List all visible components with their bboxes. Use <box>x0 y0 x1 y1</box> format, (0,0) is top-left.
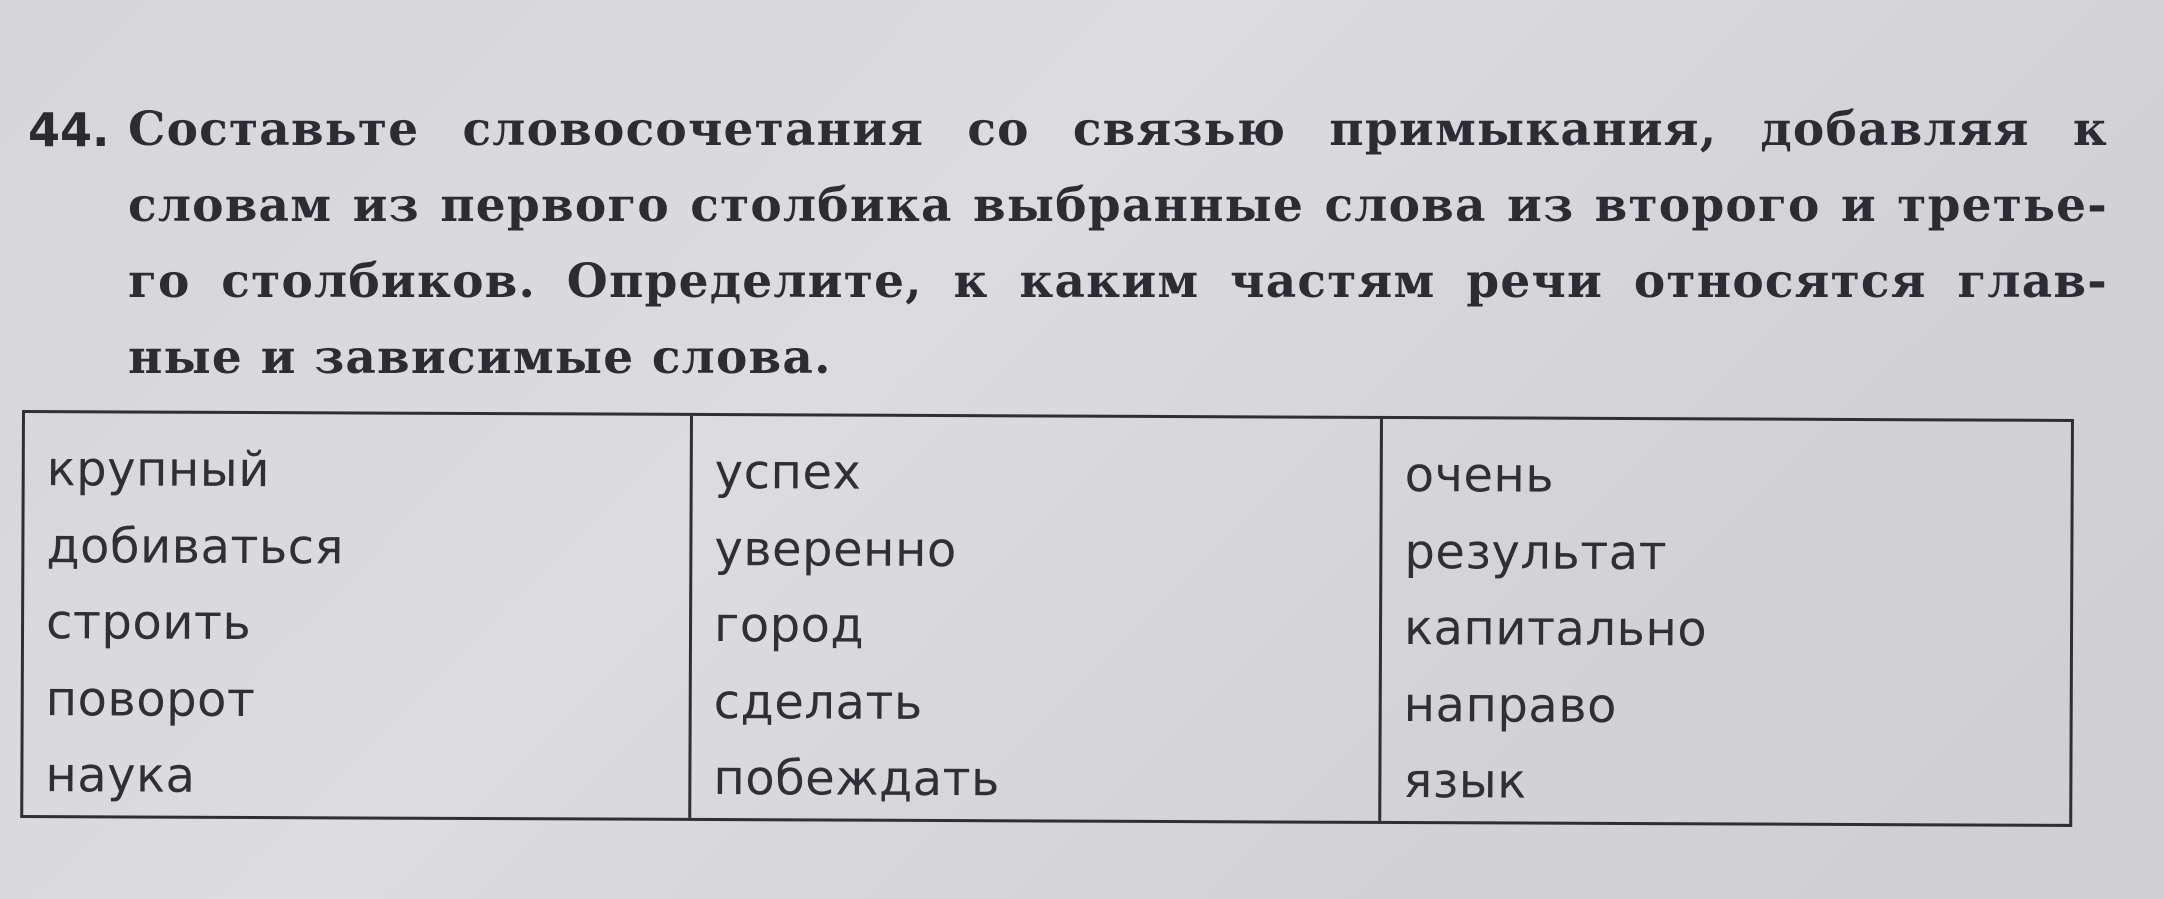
instruction-line: словам из первого столбика выбранные слова из второго и третье- <box>128 178 2108 233</box>
word-cell: успех <box>714 444 862 501</box>
instruction-line: Составьте словосочетания со связью примыкания, добавляя к <box>128 102 2108 157</box>
instruction-line: ные и зависимые слова. <box>128 330 832 385</box>
word-cell: строить <box>45 594 252 652</box>
word-cell: уверенно <box>714 520 957 578</box>
exercise-instruction <box>128 92 2108 396</box>
column-second <box>691 416 1383 821</box>
word-table <box>20 410 2074 827</box>
word-cell: крупный <box>46 441 271 499</box>
word-cell: язык <box>1403 753 1527 810</box>
word-cell: очень <box>1404 447 1555 504</box>
column-first <box>23 413 693 818</box>
word-cell: добиваться <box>46 517 345 575</box>
word-cell: поворот <box>45 670 256 728</box>
word-cell: направо <box>1403 676 1618 734</box>
word-cell: капитально <box>1403 600 1708 658</box>
word-cell: город <box>713 597 865 654</box>
word-cell: наука <box>45 747 196 804</box>
column-third <box>1381 419 2071 824</box>
exercise-number: 44. <box>28 103 110 157</box>
word-cell: результат <box>1404 523 1668 581</box>
word-cell: сделать <box>713 673 923 731</box>
word-cell: побеждать <box>713 750 1001 808</box>
instruction-line: го столбиков. Определите, к каким частям речи относятся глав- <box>128 254 2108 309</box>
